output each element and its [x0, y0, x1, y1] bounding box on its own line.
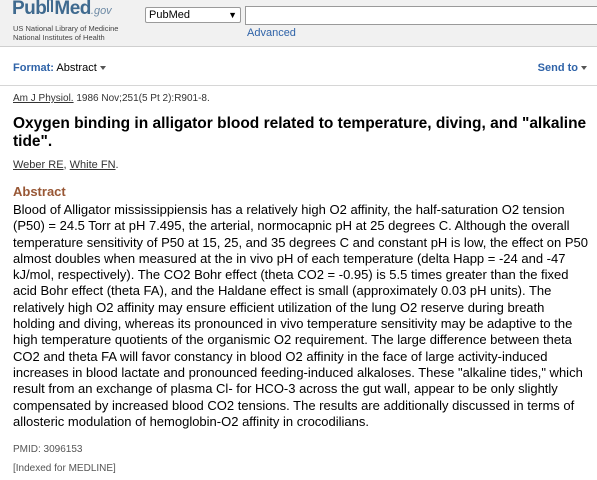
pmid: PMID: 3096153 — [13, 444, 83, 455]
abstract-text: Blood of Alligator mississippiensis has a relatively high O2 affinity, the half-saturation O2 tension (P50) = 24.5 Torr at pH 7.495, the arterial, normocapnic pH at 25 degrees C. Although the overall temperature sensitivity of P50 at 15, 25, and 35 degrees C and constant pH is low, the effect on P50 almost doubles when measured at the in vivo pH of each temperature (delta Happ = -24 and -47 kJ/mol, respectively). The CO2 Bohr effect (theta CO2 = -0.95) is 5.5 times greater than the fixed acid Bohr effect (theta FA), and the Haldane effect is small (approximately 0.03 pH units). The relatively high O2 affinity may ensure efficient utilization of the lung O2 reserve during breath holding and diving, whereas its pronounced in vivo temperature sensitivity may be adaptive to the high temperature quotients of the organismic O2 requirement. The large difference between theta CO2 and theta FA will favor constancy in blood O2 affinity in the face of large activity-induced increases in blood lactate and pronounced feeding-induced alkaloses. These "alkaline tides," which result from an exchange of plasma Cl- for HCO-3 across the gut wall, appear to be only slightly compensated by increased blood CO2 tensions. The results are additionally discussed in terms of allosteric modulation of hemoglobin-O2 affinity in crocodilians. — [13, 202, 589, 429]
search-input[interactable] — [245, 6, 597, 25]
format-value: Abstract — [56, 62, 97, 74]
author-link[interactable]: Weber RE — [13, 159, 64, 171]
caret-down-icon — [100, 66, 106, 70]
advanced-search-link[interactable]: Advanced — [247, 27, 296, 39]
format-label: Format: — [13, 62, 54, 74]
send-to-menu[interactable] — [538, 62, 587, 74]
author-link[interactable]: White FN — [69, 159, 116, 171]
citation-details: 1986 Nov;251(5 Pt 2):R901-8. — [73, 93, 210, 104]
database-select[interactable] — [145, 7, 241, 23]
nlm-credit[interactable] — [13, 24, 118, 42]
indexed-status: [Indexed for MEDLINE] — [13, 463, 116, 474]
send-to-label: Send to — [537, 62, 578, 74]
logo-mark-icon — [47, 0, 53, 12]
nlm-line-1: US National Library of Medicine — [13, 24, 119, 33]
nlm-line-2: National Institutes of Health — [13, 33, 105, 42]
article-title: Oxygen binding in alligator blood related to temperature, diving, and "alkaline tide". — [13, 115, 587, 150]
database-selected-value: PubMed — [149, 9, 190, 21]
format-bar — [0, 48, 597, 86]
logo-pub-text: Pub — [12, 0, 47, 19]
caret-down-icon — [581, 66, 587, 70]
abstract-heading: Abstract — [13, 184, 66, 199]
logo-gov-text: .gov — [90, 5, 112, 17]
pubmed-logo[interactable] — [12, 0, 132, 20]
author-list: Weber RE, White FN. — [13, 159, 119, 171]
citation — [13, 93, 210, 104]
journal-link[interactable]: Am J Physiol. — [13, 93, 74, 104]
site-header — [0, 0, 597, 47]
format-menu[interactable] — [13, 62, 106, 74]
chevron-down-icon: ▼ — [228, 10, 237, 20]
logo-med-text: Med — [54, 0, 91, 19]
